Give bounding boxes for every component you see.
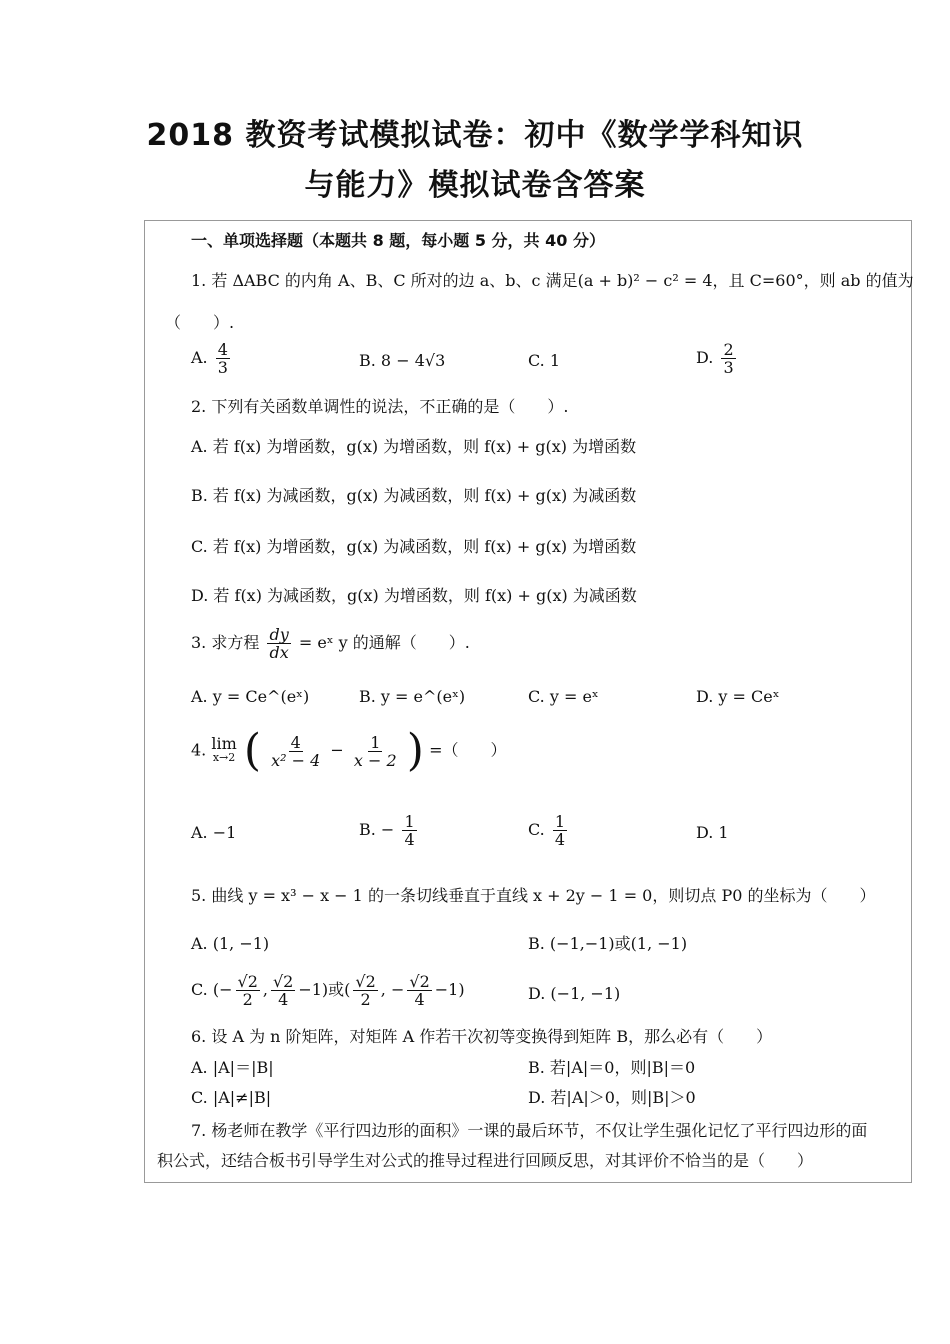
q2-option-b: B. 若 f(x) 为减函数，g(x) 为减函数，则 f(x) + g(x) 为减函数 [191, 486, 637, 505]
q7-stem-line1: 7. 杨老师在教学《平行四边形的面积》一课的最后环节，不仅让学生强化记忆了平行四边形的面 [191, 1121, 868, 1140]
q4-option-b: B. − $\frac{1}{4}$ [359, 812, 415, 849]
q7-stem-line2: 积公式，还结合板书引导学生对公式的推导过程进行回顾反思，对其评价不恰当的是（ ） [157, 1151, 814, 1170]
q1-stem-end: （ ）. [165, 313, 235, 332]
q5-option-d: D. (−1, −1) [528, 984, 621, 1003]
document-title-line2: 与能力》模拟试卷含答案 [304, 168, 646, 203]
q1-option-d: D. $\frac{2}{3}$ [696, 340, 734, 377]
q3-option-d: D. y = Ceˣ [696, 687, 780, 706]
q1-stem: 1. 若 ΔABC 的内角 A、B、C 所对的边 a、b、c 满足(a + b)² − c² = 4，且 C=60°，则 ab 的值为 [191, 271, 914, 290]
q2-option-d: D. 若 f(x) 为减函数，g(x) 为增函数，则 f(x) + g(x) 为减函数 [191, 586, 637, 605]
exam-question-box [144, 220, 912, 1183]
q6-option-d: D. 若|A|＞0，则|B|＞0 [528, 1088, 696, 1107]
q3-stem: 3. 求方程 $\frac{dy}{dx}$ = eˣ y 的通解（ ）. [191, 625, 470, 662]
q5-option-b: B. (−1,−1)或(1, −1) [528, 934, 688, 953]
q2-option-a: A. 若 f(x) 为增函数，g(x) 为增函数，则 f(x) + g(x) 为增函数 [191, 437, 637, 456]
section-heading: 一、单项选择题（本题共 8 题，每小题 5 分，共 40 分） [191, 231, 605, 250]
q4-option-c: C. $\frac{1}{4}$ [528, 812, 566, 849]
q5-option-a: A. (1, −1) [191, 934, 270, 953]
q6-option-a: A. |A|＝|B| [191, 1058, 274, 1077]
q4-option-a: A. −1 [191, 823, 237, 842]
q4-stem: 4. lim x→2 ( $\frac{4}{\text{x² − 4}}$ − $\frac{1}{x - 2}$ ) =（ ） [191, 725, 507, 776]
q4-option-d: D. 1 [696, 823, 729, 842]
q2-stem: 2. 下列有关函数单调性的说法，不正确的是（ ）. [191, 397, 569, 416]
q6-stem: 6. 设 A 为 n 阶矩阵，对矩阵 A 作若干次初等变换得到矩阵 B，那么必有（ ） [191, 1027, 773, 1046]
q5-stem: 5. 曲线 y = x³ − x − 1 的一条切线垂直于直线 x + 2y − 1 = 0，则切点 P0 的坐标为（ ） [191, 886, 876, 905]
q5-option-c: C. (− $\frac{√2}{2}$ , $\frac{√2}{4}$ −1)或( $\frac{√2}{2}$ , − $\frac{√2}{4}$ −1) [191, 972, 465, 1009]
q3-option-a: A. y = Ce^(eˣ) [191, 687, 310, 706]
q3-option-c: C. y = eˣ [528, 687, 599, 706]
q1-expression: (a + b)² − c² = 4 [577, 271, 713, 290]
q1-option-a: A. $\frac{4}{3}$ [191, 340, 228, 377]
q2-option-c: C. 若 f(x) 为增函数，g(x) 为减函数，则 f(x) + g(x) 为增函数 [191, 537, 637, 556]
q6-option-c: C. |A|≠|B| [191, 1088, 272, 1107]
q1-option-c: C. 1 [528, 351, 561, 370]
q1-option-b: B. 8 − 4√3 [359, 351, 446, 370]
q3-option-b: B. y = e^(eˣ) [359, 687, 466, 706]
document-title-line1: 2018 教资考试模拟试卷：初中《数学学科知识 [146, 118, 804, 153]
q6-option-b: B. 若|A|＝0，则|B|＝0 [528, 1058, 696, 1077]
